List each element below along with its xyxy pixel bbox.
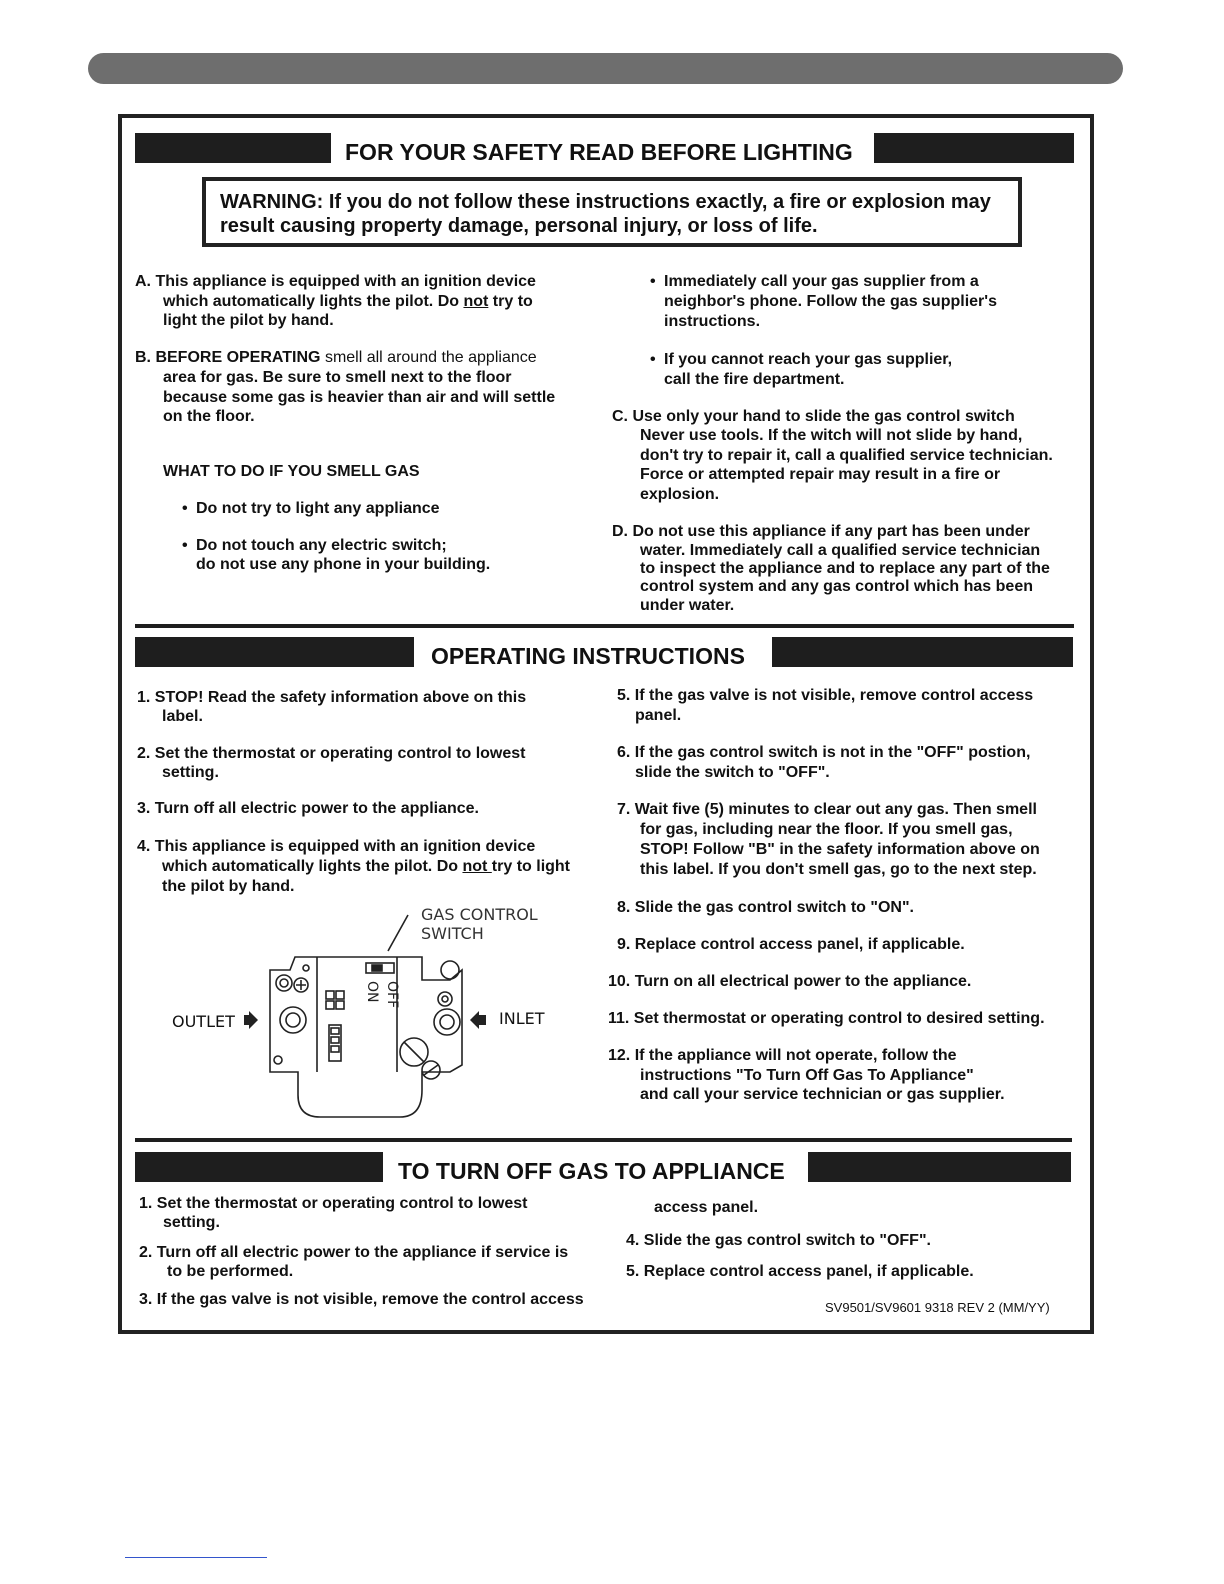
right-bullet-1-line-2: neighbor's phone. Follow the gas supplier's	[664, 293, 997, 310]
operating-step-11: 11. Set thermostat or operating control to desired setting.	[608, 1010, 1045, 1027]
safety-item-c-line-2: Never use tools. If the witch will not slide by hand,	[640, 427, 1023, 444]
safety-item-a-line-1: A. This appliance is equipped with an ignition device	[135, 273, 536, 290]
turnoff-step-2-line-1: 2. Turn off all electric power to the appliance if service is	[139, 1244, 569, 1261]
operating-step-12-line-3: and call your service technician or gas supplier.	[640, 1086, 1005, 1103]
operating-divider-rule	[135, 624, 1074, 628]
turnoff-step-5: 5. Replace control access panel, if applicable.	[626, 1263, 974, 1280]
right-bullet-1-line-3: instructions.	[664, 313, 761, 330]
gas-valve-diagram	[160, 895, 560, 1125]
inlet-port	[434, 1009, 460, 1035]
turnoff-step-3-continued: access panel.	[654, 1199, 759, 1216]
safety-item-a-line-2: which automatically lights the pilot. Do not try to	[163, 293, 533, 310]
safety-item-b-line-4: on the floor.	[163, 408, 255, 425]
operating-step-10: 10. Turn on all electrical power to the appliance.	[608, 973, 972, 990]
smell-gas-heading: WHAT TO DO IF YOU SMELL GAS	[163, 463, 420, 480]
right-bullet-2-line-1: • If you cannot reach your gas supplier,	[664, 350, 952, 370]
operating-step-12-line-1: 12. If the appliance will not operate, follow the	[608, 1047, 957, 1064]
turnoff-header-bar-right	[808, 1152, 1071, 1182]
inlet-label: INLET	[499, 1009, 545, 1028]
smell-gas-bullet-2-line-1: • Do not touch any electric switch;	[196, 536, 447, 556]
safety-item-c-line-4: Force or attempted repair may result in a fire or	[640, 466, 1001, 483]
operating-step-2-line-1: 2. Set the thermostat or operating control to lowest	[137, 745, 526, 762]
safety-item-d-line-5: under water.	[640, 597, 735, 614]
safety-item-b-line-1: B. BEFORE OPERATING smell all around the appliance	[135, 349, 537, 366]
switch-on-label: ON	[364, 981, 380, 1003]
switch-leader-line	[388, 915, 408, 951]
switch-label: SWITCH	[421, 924, 484, 943]
operating-step-8: 8. Slide the gas control switch to "ON".	[617, 899, 914, 916]
operating-step-1-line-2: label.	[162, 708, 203, 725]
safety-item-d-line-4: control system and any gas control which has been	[640, 578, 1033, 595]
warning-box	[202, 177, 1022, 247]
outlet-label: OUTLET	[172, 1012, 235, 1031]
safety-item-b-line-2: area for gas. Be sure to smell next to the floor	[163, 369, 512, 386]
safety-item-c-line-3: don't try to repair it, call a qualified service technician.	[640, 447, 1053, 464]
top-banner-bar	[88, 53, 1123, 84]
part-number: SV9501/SV9601 9318 REV 2 (MM/YY)	[825, 1300, 1050, 1315]
inlet-arrow-icon	[470, 1011, 486, 1029]
safety-item-d-line-2: water. Immediately call a qualified service technician	[640, 542, 1041, 559]
safety-item-a-line-3: light the pilot by hand.	[163, 312, 334, 329]
operating-step-4-line-3: the pilot by hand.	[162, 878, 295, 895]
operating-step-7-line-2: for gas, including near the floor. If you smell gas,	[640, 821, 1013, 838]
operating-step-6-line-2: slide the switch to "OFF".	[635, 764, 830, 781]
safety-item-c-line-1: C. Use only your hand to slide the gas control switch	[612, 408, 1015, 425]
operating-header-title: OPERATING INSTRUCTIONS	[431, 643, 745, 669]
turnoff-step-1-line-2: setting.	[163, 1214, 220, 1231]
operating-step-2-line-2: setting.	[162, 764, 219, 781]
turnoff-step-4: 4. Slide the gas control switch to "OFF".	[626, 1232, 931, 1249]
operating-step-1-line-1: 1. STOP! Read the safety information above on this	[137, 689, 527, 706]
warning-line-1: WARNING: If you do not follow these instructions exactly, a fire or explosion may	[220, 191, 991, 213]
smell-gas-bullet-2-line-2: do not use any phone in your building.	[196, 556, 491, 573]
outlet-arrow-icon	[244, 1011, 258, 1029]
smell-gas-bullet-1: • Do not try to light any appliance	[196, 499, 440, 519]
right-bullet-2-line-2: call the fire department.	[664, 371, 845, 388]
operating-step-7-line-1: 7. Wait five (5) minutes to clear out any gas. Then smell	[617, 801, 1037, 818]
turnoff-divider-rule	[135, 1138, 1072, 1142]
turnoff-step-1-line-1: 1. Set the thermostat or operating control to lowest	[139, 1195, 528, 1212]
turnoff-header-title: TO TURN OFF GAS TO APPLIANCE	[398, 1158, 785, 1184]
gas-control-label: GAS CONTROL	[421, 905, 538, 924]
operating-step-12-line-2: instructions "To Turn Off Gas To Appliance"	[640, 1067, 974, 1084]
operating-header-bar-left	[135, 637, 414, 667]
operating-step-5-line-2: panel.	[635, 707, 682, 724]
right-bullet-1-line-1: • Immediately call your gas supplier from a	[664, 272, 979, 292]
turnoff-step-3: 3. If the gas valve is not visible, remove the control access	[139, 1291, 584, 1308]
operating-step-3: 3. Turn off all electric power to the appliance.	[137, 800, 479, 817]
safety-header-bar-right	[874, 133, 1074, 163]
safety-header-title: FOR YOUR SAFETY READ BEFORE LIGHTING	[345, 139, 853, 165]
warning-line-2: result causing property damage, personal injury, or loss of life.	[220, 215, 818, 237]
safety-item-c-line-5: explosion.	[640, 486, 720, 503]
operating-header-bar-right	[772, 637, 1073, 667]
operating-step-4-line-2: which automatically lights the pilot. Do not try to light	[162, 858, 571, 875]
operating-step-5-line-1: 5. If the gas valve is not visible, remove control access	[617, 687, 1034, 704]
footer-link-underline[interactable]	[125, 1557, 267, 1558]
safety-item-b-line-3: because some gas is heavier than air and will settle	[163, 389, 556, 406]
turnoff-header-bar-left	[135, 1152, 383, 1182]
operating-step-7-line-3: STOP! Follow "B" in the safety information above on	[640, 841, 1040, 858]
switch-off-label: OFF	[384, 981, 400, 1009]
safety-item-d-line-3: to inspect the appliance and to replace any part of the	[640, 560, 1050, 577]
safety-item-d-line-1: D. Do not use this appliance if any part has been under	[612, 523, 1030, 540]
operating-step-6-line-1: 6. If the gas control switch is not in the "OFF" postion,	[617, 744, 1031, 761]
turnoff-step-2-line-2: to be performed.	[167, 1263, 294, 1280]
operating-step-9: 9. Replace control access panel, if applicable.	[617, 936, 965, 953]
operating-step-4-line-1: 4. This appliance is equipped with an ignition device	[137, 838, 536, 855]
operating-step-7-line-4: this label. If you don't smell gas, go to the next step.	[640, 861, 1037, 878]
safety-header-bar-left	[135, 133, 331, 163]
outlet-port	[280, 1007, 306, 1033]
